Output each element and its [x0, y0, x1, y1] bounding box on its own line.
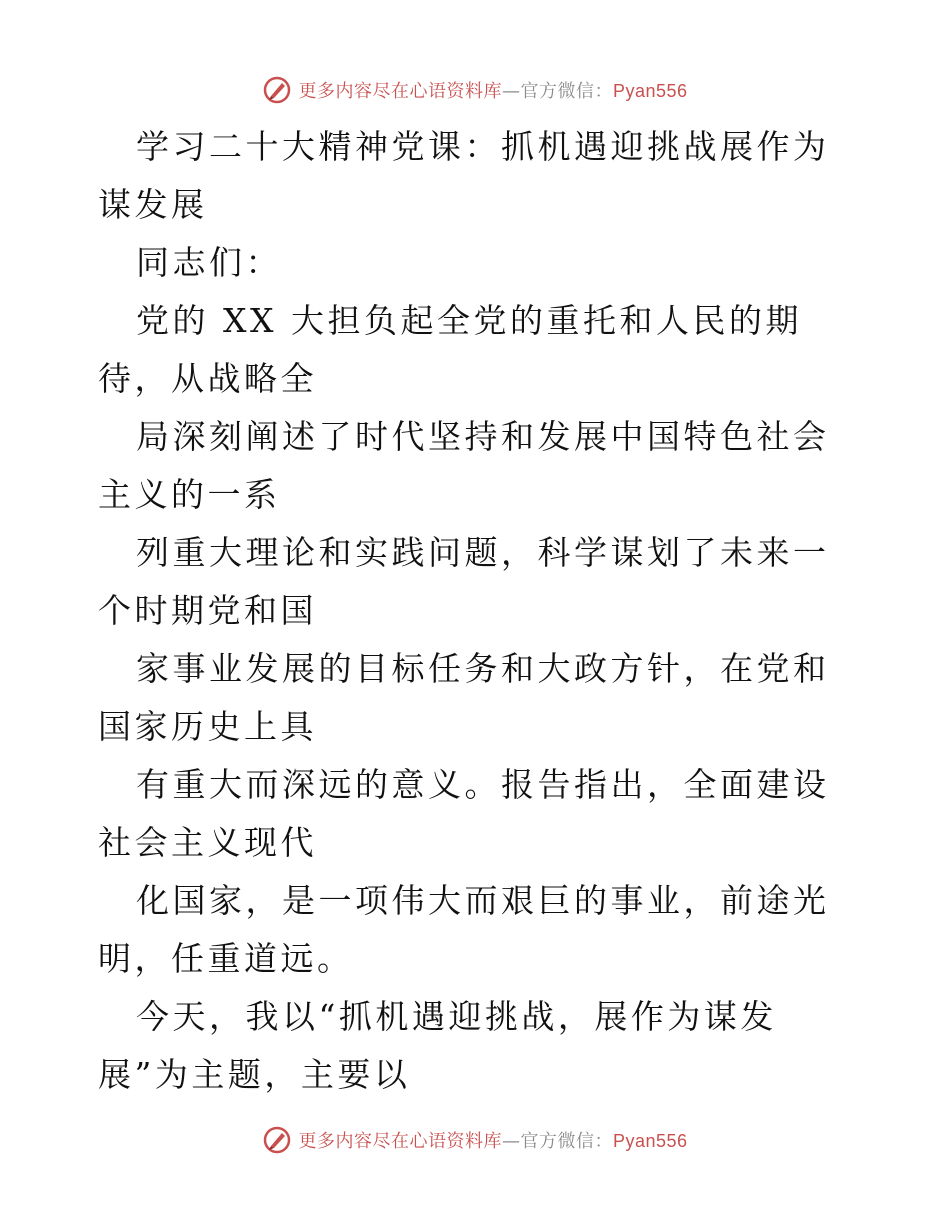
pen-logo-icon [262, 75, 292, 105]
banner-text [298, 1127, 687, 1153]
body-paragraph: 局深刻阐述了时代坚持和发展中国特色社会主义的一系 [98, 417, 830, 514]
banner-separator: — [501, 81, 521, 102]
banner-wechat-id: Pyan556 [612, 81, 688, 101]
banner-wechat-id: Pyan556 [612, 1131, 688, 1151]
banner-label: 官方微信： [520, 81, 613, 102]
banner-text [298, 77, 687, 103]
footer-watermark-banner [0, 1120, 950, 1160]
body-paragraph: 化国家，是一项伟大而艰巨的事业，前途光明，任重道远。 [98, 881, 830, 978]
body-paragraph: 列重大理论和实践问题，科学谋划了未来一个时期党和国 [98, 533, 830, 630]
document-body [98, 118, 858, 1104]
pen-logo-icon [262, 1125, 292, 1155]
banner-separator: — [501, 1131, 521, 1152]
banner-main-text: 更多内容尽在心语资料库 [298, 81, 502, 102]
banner-main-text: 更多内容尽在心语资料库 [298, 1131, 502, 1152]
salutation: 同志们： [136, 243, 282, 282]
body-paragraph: 家事业发展的目标任务和大政方针，在党和国家历史上具 [98, 649, 830, 746]
banner-label: 官方微信： [520, 1131, 613, 1152]
document-title: 学习二十大精神党课：抓机遇迎挑战展作为谋发展 [98, 127, 830, 224]
body-paragraph: 党的 XX 大担负起全党的重托和人民的期待，从战略全 [98, 301, 802, 398]
body-paragraph: 今天，我以“抓机遇迎挑战，展作为谋发展”为主题，主要以 [98, 997, 777, 1094]
body-paragraph: 有重大而深远的意义。报告指出，全面建设社会主义现代 [98, 765, 830, 862]
header-watermark-banner [0, 70, 950, 110]
